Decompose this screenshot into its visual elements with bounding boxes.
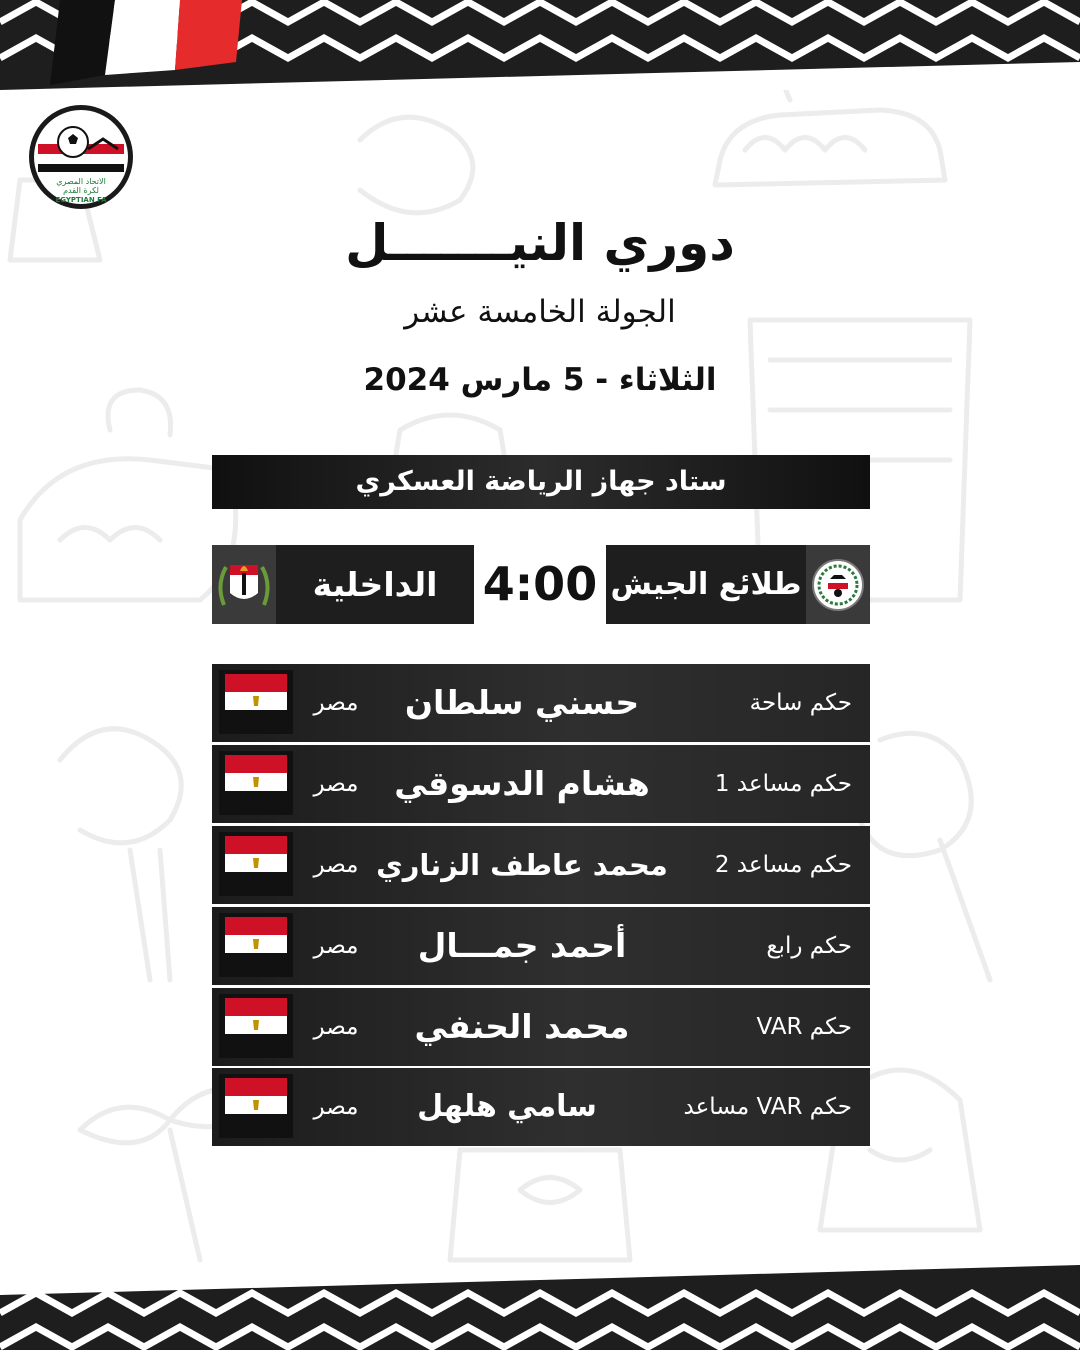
match-row bbox=[212, 545, 870, 624]
referee-row bbox=[212, 907, 870, 985]
logo-text-arabic-1: الاتحاد المصري bbox=[56, 177, 106, 186]
referee-role: حكم VAR bbox=[756, 1014, 852, 1040]
away-team-name: الداخلية bbox=[276, 545, 474, 624]
referee-row bbox=[212, 1068, 870, 1146]
home-team-name: طلائع الجيش bbox=[606, 545, 806, 624]
kickoff-time: 4:00 bbox=[474, 545, 606, 624]
referee-role: حكم VAR مساعد bbox=[683, 1094, 852, 1120]
logo-text-arabic-2: لكرة القدم bbox=[63, 186, 99, 195]
referee-country: مصر bbox=[313, 1094, 359, 1120]
egypt-flag-icon bbox=[219, 913, 293, 977]
egypt-flag-icon bbox=[219, 994, 293, 1058]
flag-corner-stripes bbox=[0, 0, 260, 100]
referee-name: أحمد جمـــال bbox=[417, 926, 627, 965]
referee-country: مصر bbox=[313, 1014, 359, 1040]
referee-role: حكم رابع bbox=[766, 933, 852, 959]
league-title: دوري النيـــــــل bbox=[345, 214, 735, 272]
tala-el-gaish-crest-icon bbox=[806, 545, 870, 624]
round-subtitle: الجولة الخامسة عشر bbox=[404, 294, 676, 330]
venue-bar: ستاد جهاز الرياضة العسكري bbox=[212, 455, 870, 509]
away-team-logo-cell bbox=[212, 545, 276, 624]
referee-role: حكم مساعد 1 bbox=[714, 771, 852, 797]
referee-role: حكم ساحة bbox=[749, 690, 852, 716]
referee-country: مصر bbox=[313, 771, 359, 797]
referee-name: محمد عاطف الزناري bbox=[376, 848, 668, 882]
bottom-pattern-band bbox=[0, 1265, 1080, 1350]
referee-name: سامي هلهل bbox=[417, 1089, 597, 1124]
match-date: الثلاثاء - 5 مارس 2024 bbox=[363, 362, 717, 398]
egypt-flag-icon bbox=[219, 1074, 293, 1138]
egyptian-fa-logo bbox=[28, 104, 134, 210]
referee-row bbox=[212, 664, 870, 742]
referee-name: حسني سلطان bbox=[404, 683, 640, 722]
referee-role: حكم مساعد 2 bbox=[714, 852, 852, 878]
egypt-flag-icon bbox=[219, 670, 293, 734]
referee-row bbox=[212, 988, 870, 1066]
logo-text-english: EGYPTIAN FA bbox=[55, 196, 107, 204]
referee-row bbox=[212, 745, 870, 823]
home-team-logo-cell bbox=[806, 545, 870, 624]
referee-country: مصر bbox=[313, 690, 359, 716]
referee-country: مصر bbox=[313, 933, 359, 959]
egypt-flag-icon bbox=[219, 832, 293, 896]
egypt-flag-icon bbox=[219, 751, 293, 815]
referee-name: محمد الحنفي bbox=[414, 1007, 630, 1046]
el-dakhleya-crest-icon bbox=[212, 545, 276, 624]
referee-row bbox=[212, 826, 870, 904]
referee-name: هشام الدسوقي bbox=[394, 764, 650, 803]
referee-country: مصر bbox=[313, 852, 359, 878]
